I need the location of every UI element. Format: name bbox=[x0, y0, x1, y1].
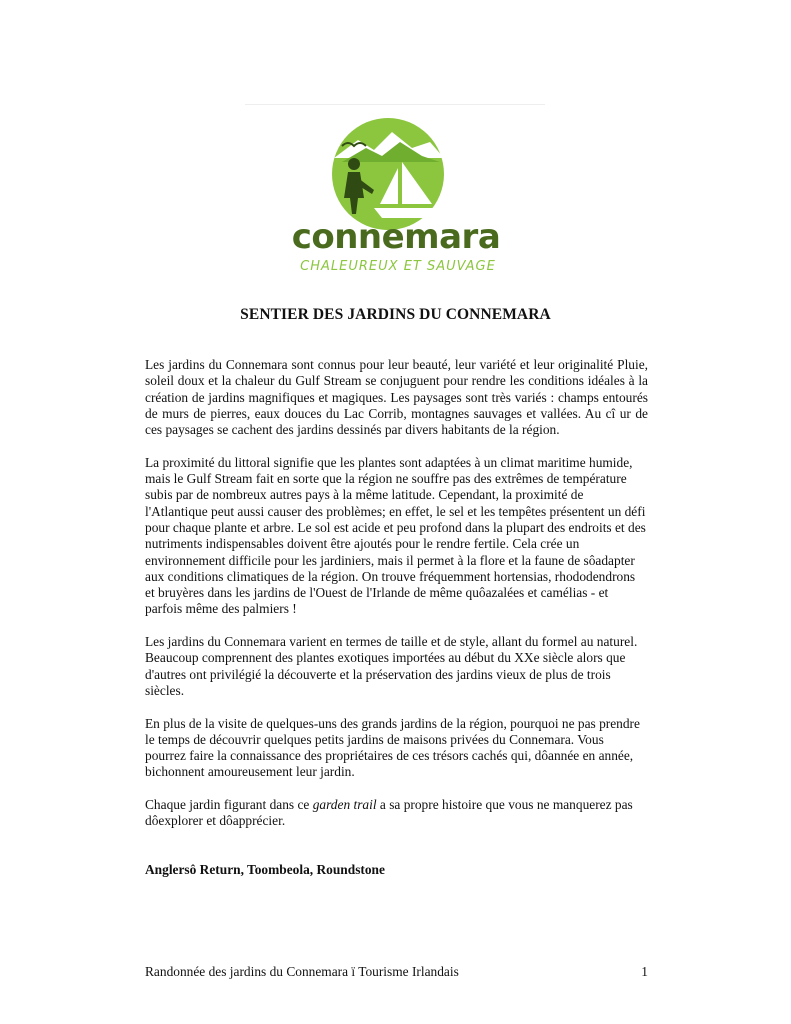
garden-trail-italic: garden trail bbox=[312, 797, 377, 813]
paragraph-garden-trail bbox=[145, 797, 648, 830]
paragraph-visit: En plus de la visite de quelques-uns des grands jardins de la région, pourquoi ne pas prendre le temps de découvrir quelques petits jardins de maisons privées du Connemara. Vous pourrez faire la connaissance des propriétaires de ces trésors cachés qui, dôannée en année, bichonnent amoureusement leur jardin. bbox=[145, 715, 640, 780]
page-title: SENTIER DES JARDINS DU CONNEMARA bbox=[240, 306, 551, 323]
page-footer bbox=[145, 964, 648, 980]
top-rule bbox=[245, 104, 545, 105]
garden-trail-text-before: Chaque jardin figurant dans ce bbox=[145, 797, 313, 813]
paragraph-climate: La proximité du littoral signifie que les plantes sont adaptées à un climat maritime humide, mais le Gulf Stream fait en sorte que la région ne souffre pas des extrêmes de température subis par de nombreux autres pays à la même latitude. Cependant, la proximité de l'Atlantique peut aussi causer des problèmes; en effet, le sel et les tempêtes présentent un défi pour chaque plante et arbre. Le sol est acide et peu profond dans la plupart des endroits et des nutriments indispensables doivent être ajoutés pour le rendre fertile. Cela crée un environnement difficile pour les jardiniers, mais il permet à la flore et la faune de sôadapter aux conditions climatiques de la région. On trouve fréquemment hortensias, rhododendrons et bruyères dans les jardins de l'Ouest de l'Irlande de même quôazalées et camélias - et parfois même des palmiers ! bbox=[145, 454, 646, 617]
page-number: 1 bbox=[641, 964, 648, 979]
logo-tagline: CHALEUREUX ET SAUVAGE bbox=[300, 259, 496, 274]
paragraph-intro: Les jardins du Connemara sont connus pour leur beauté, leur variété et leur originalité Pluie, soleil doux et la chaleur du Gulf Stream se conjuguent pour rendre les conditions idéales à la création de jardins magnifiques et magiques. Les paysages sont très variés : champs entourés de murs de pierres, eaux douces du Lac Corrib, montagnes sauvages et vallées. Au cî ur de ces paysages se cachent des jardins dessinés par divers habitants de la région. bbox=[145, 357, 648, 438]
garden-trail-text-after: a sa propre histoire que vous ne manquerez pas dôexplorer et dôapprécier. bbox=[145, 797, 633, 829]
paragraph-styles: Les jardins du Connemara varient en termes de taille et de style, allant du formel au naturel. Beaucoup comprennent des plantes exotiques importées au début du XXe siècle alors que d'autres ont privilégié la découverte et la préservation des jardins vieux de plus de trois siècles. bbox=[145, 634, 638, 698]
logo-wordmark: connemara bbox=[291, 217, 501, 257]
footer-text: Randonnée des jardins du Connemara ï Tourisme Irlandais bbox=[145, 964, 459, 979]
document-body bbox=[145, 357, 648, 894]
connemara-logo bbox=[262, 118, 530, 278]
section-heading: Anglersô Return, Toombeola, Roundstone bbox=[145, 861, 385, 877]
